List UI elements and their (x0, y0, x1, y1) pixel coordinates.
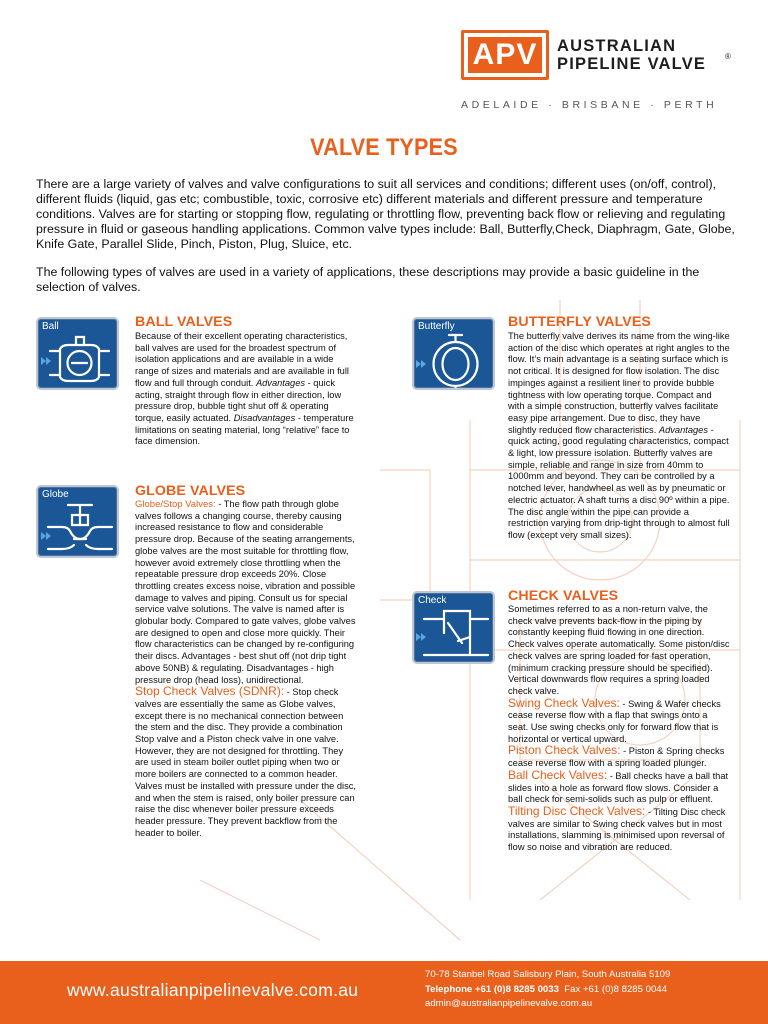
butterfly-valves-text (508, 331, 730, 542)
ball-icon-label: Ball (42, 321, 59, 332)
butterfly-icon-label: Butterfly (418, 321, 455, 332)
globe-stop-label: Globe/Stop Valves: (135, 499, 216, 510)
logo-text: APV (472, 38, 538, 71)
piston-check-label: Piston Check Valves: (508, 743, 621, 758)
stop-check-label: Stop Check Valves (SDNR): (135, 684, 285, 699)
globe-icon-label: Globe (42, 489, 69, 500)
telephone: Telephone +61 (0)8 8285 0033 (425, 983, 559, 995)
ball-valve-icon (36, 317, 119, 390)
ball-check-label: Ball Check Valves: (508, 767, 608, 782)
company-name-line2: PIPELINE VALVE (557, 55, 707, 73)
footer-bar (0, 961, 768, 1024)
ball-text-2: - quick acting, straight through flow in either direction, low pressure drop, bubble tight shut off & operating torque, easily actuated. (135, 377, 342, 423)
swing-check-label: Swing Check Valves: (508, 695, 620, 710)
intro-paragraph-2: The following types of valves are used in a variety of applications, these descriptions may provide a basic guideline in the selection of valves. (36, 265, 700, 294)
website-link[interactable]: www.australianpipelinevalve.com.au (67, 980, 359, 1000)
globe-text-2: - Stop check valves are essentially the same as Globe valves, except there is no mechanical connection between the stem and the disc. They provide a combination Stop valve and a Piston check valve in one valve. However, they are not designed for throttling. They are used in steam boiler outlet piping when two or more boilers are connected to a common header. Valves must be installed with pressure under the disc, and when the stem is raised, only boiler pressure can raise the disc whenever boiler pressure exceeds header pressure. They prevent backflow from the header to boiler. (135, 687, 356, 838)
butterfly-text-1: The butterfly valve derives its name from the wing-like action of the disc which operates at right angles to the flow. It’s main advantage is a seating surface which is not critical. It is designed for flow isolation. The disc impinges against a resilient liner to provide bubble tightness with low operating torque. Compact and with a simple construction, butterfly valves facilitate easy pipe arrangement. Due to disc, they have slightly reduced flow characteristics. (508, 331, 730, 435)
company-name-line1: AUSTRALIAN (557, 37, 677, 55)
fax: Fax +61 (0)8 8285 0044 (564, 983, 667, 995)
check-icon-label: Check (418, 595, 447, 606)
butterfly-valve-icon (412, 317, 495, 390)
ball-text-3: - temperature limitations on seating material, long “relative” face to face dimension. (135, 412, 354, 447)
tilting-disc-label: Tilting Disc Check Valves: (508, 803, 646, 818)
butterfly-text-2: - quick acting, good regulating characteristics, compact & light, low pressure isolation. Butterfly valves are simple, reliable and range in size from 40mm to 1000mm and beyond. They can be controlled by a notched lever, handwheel as well as by pneumatic or electric actuator. A shaft turns a disc 90º within a pipe. The disc angle within the pipe can provide a restriction varying from drip-tight through to almost full flow (except very small sizes). (508, 424, 730, 540)
swing-check-text: - Swing & Wafer checks cease reverse flow with a flap that swings onto a seat. Use swing checks only for forward flow that is horizontal or vertical upward. (508, 698, 721, 744)
office-cities: ADELAIDE · BRISBANE · PERTH (461, 99, 718, 111)
check-text-1: Sometimes referred to as a non-return valve, the check valve prevents back-flow in the piping by constantly keeping fluid flowing in one direction. Check valves operate automatically. Some piston/disc check valves are spring loaded for fast operation, (minimum cracking pressure should be specified). Vertical downwards flow requires a spring loaded check valve. (508, 604, 730, 696)
ball-valves-title: BALL VALVES (135, 314, 233, 330)
page-title: VALVE TYPES (310, 134, 458, 161)
ball-valves-text (135, 331, 357, 448)
globe-valves-title: GLOBE VALVES (135, 483, 246, 499)
tilting-disc-text: - Tilting Disc check valves are similar to Swing check valves but in most installations, slamming is minimised upon reversal of flow so noise and vibration are reduced. (508, 806, 726, 853)
piston-check-text: - Piston & Spring checks cease reverse flow with a spring loaded plunger. (508, 746, 725, 769)
check-valves-text (508, 604, 730, 854)
phone-fax (425, 983, 670, 998)
globe-text-1: - The flow path through globe valves follows a changing course, thereby causing increased resistance to flow and considerable pressure drop. Because of the seating arrangements, globe valves are the most suitable for throttling flow, however avoid extremely close throttling when the repeatable pressure drop exceeds 20%. Close throttling creates excess noise, vibration and possible damage to valves and piping. Consult us for special service valve solutions. The valve is named after is globular body. Compared to gate valves, globe valves are designed to open and close more quickly. Their flow characteristics can be changed by re-configuring their discs. Advantages - best shut off (not drip tight above 50NB) & regulating. Disadvantages - high pressure drop (head loss), unidirectional. (135, 499, 356, 685)
ball-text-1: Because of their excellent operating characteristics, ball valves are used for the broadest spectrum of isolation applications and are available in a wide range of sizes and materials and are available in full flow and full through conduit. (135, 331, 349, 388)
butterfly-adv-label: Advantages (658, 424, 708, 435)
intro-paragraph: There are a large variety of valves and valve configurations to suit all services and conditions; different uses (on/off, control), different fluids (liquid, gas etc; combustible, toxic, corrosive etc) different materials and different pressure and temperature conditions. Valves are for starting or stopping flow, regulating or throttling flow, preventing back flow or relieving and regulating pressure in fluid or gaseous handling applications. Common valve types include: Ball, Butterfly,Check, Diaphragm, Gate, Globe, Knife Gate, Parallel Slide, Pinch, Piston, Plug, Sluice, etc. (36, 177, 735, 251)
company-name (557, 37, 747, 73)
check-valve-icon (412, 591, 495, 664)
email-link[interactable]: admin@australianpipelinevalve.com.au (425, 998, 593, 1009)
apv-logo (461, 30, 549, 80)
globe-valves-text (135, 499, 357, 839)
ball-adv-label: Advantages (255, 377, 306, 388)
address: 70-78 Stanbel Road Salisbury Plain, South Australia 5109 (425, 969, 671, 980)
ball-dis-label: Disadvantages (233, 412, 296, 423)
registered-mark: ® (725, 52, 731, 61)
contact-block (425, 968, 670, 1012)
globe-valve-icon (36, 485, 119, 558)
ball-check-text: - Ball checks have a ball that slides into a hole as forward flow slows. Consider a ball check for semi-solids such as pulp or effluent. (508, 770, 729, 805)
check-valves-title: CHECK VALVES (508, 588, 619, 604)
butterfly-valves-title: BUTTERFLY VALVES (508, 314, 651, 330)
